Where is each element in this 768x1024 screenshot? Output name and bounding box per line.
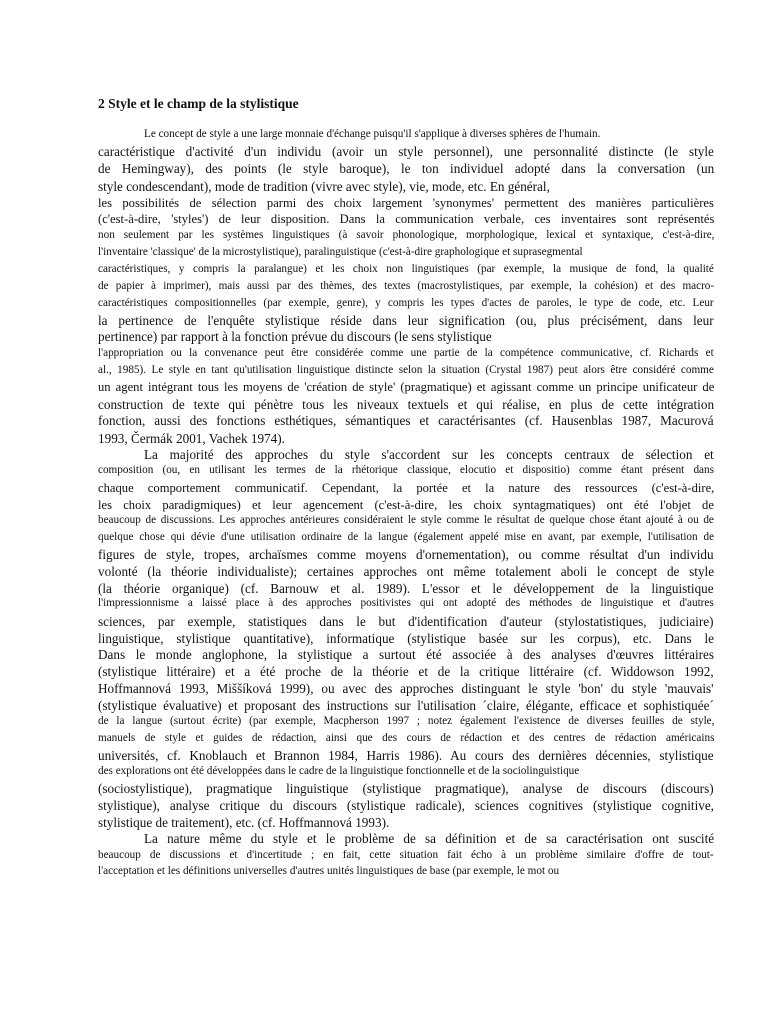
text-line: (stylistique littéraire) et a été proche de la théorie et de la critique littéraire (cf. Widdowson 1992, xyxy=(98,664,714,679)
text-line: style condescendant), mode de tradition (vivre avec style), vie, mode, etc. En général, xyxy=(98,179,550,194)
text-line: (c'est-à-dire, 'styles') de leur disposition. Dans la communication verbale, ces inventaires sont représentés xyxy=(98,212,715,226)
text-line: al., 1985). Le style en tant qu'utilisation linguistique distincte selon la situation (Crystal 1987) peut alors être considéré comme xyxy=(98,364,714,376)
text-line: universités, cf. Knoblauch et Brannon 1984, Harris 1986). Au cours des dernières décennies, stylistique xyxy=(98,748,714,763)
text-line: caractéristique d'activité d'un individu (avoir un style personnel), une personnalité distincte (le style xyxy=(98,144,714,159)
text-line: sciences, par exemple, statistiques dans le but d'identification d'auteur (stylostatistiques, judiciaire) xyxy=(98,614,714,629)
text-line: les possibilités de sélection parmi des choix largement 'synonymes' permettent des manières particulières xyxy=(98,196,714,210)
text-line: l'inventaire 'classique' de la microstylistique), paralinguistique (c'est-à-dire graphologique et suprasegmental xyxy=(98,246,583,258)
text-line: les choix paradigmiques) et leur agencement (c'est-à-dire, les choix syntagmatiques) ont été l'objet de xyxy=(98,498,714,512)
text-line: caractéristiques, y compris la paralangue) et les choix non linguistiques (par exemple, la musique de fond, la qualité xyxy=(98,263,714,275)
text-line: un agent intégrant tous les moyens de 'création de style' (pragmatique) et agissant comme un principe unificateur de xyxy=(98,380,715,394)
text-line: chaque comportement communicatif. Cependant, la portée et la nature des ressources (c'est-à-dire, xyxy=(98,481,715,495)
text-line: linguistique, stylistique quantitative), informatique (stylistique basée sur les corpus), etc. Dans le xyxy=(98,631,714,646)
text-line: construction de texte qui pénètre tous les niveaux textuels et qui réalise, en plus de cette intégration xyxy=(98,397,715,412)
text-line: l'acceptation et les définitions universelles d'autres unités linguistiques de base (par exemple, le mot ou xyxy=(98,865,560,877)
text-line: l'impressionnisme a laissé place à des approches positivistes qui ont adopté des méthodes de linguistique et d'autres xyxy=(98,597,714,609)
text-line: (la théorie organique) (cf. Barnouw et al. 1989). L'essor et le développement de la linguistique xyxy=(98,581,714,596)
text-line: des explorations ont été développées dans le cadre de la linguistique fonctionnelle et de la sociolinguistique xyxy=(98,765,580,777)
text-line: figures de style, tropes, archaïsmes comme moyens d'ornementation), ou comme résultat d'un individu xyxy=(98,547,714,562)
text-line: volonté (la théorie individualiste); certaines approches ont même totalement aboli le concept de style xyxy=(98,564,715,579)
text-line: de la langue (surtout écrite) (par exemple, Macpherson 1997 ; notez également l'existence de diverses feuilles de style, xyxy=(98,715,715,727)
text-line: La majorité des approches du style s'accordent sur les concepts centraux de sélection et xyxy=(144,447,714,462)
text-line: Hoffmannová 1993, Miššíková 1999), ou avec des approches distinguant le style 'bon' du style 'mauvais' xyxy=(98,681,714,696)
text-line: caractéristiques compositionnelles (par exemple, genre), y compris les types d'actes de paroles, le type de code, etc. Leur xyxy=(98,297,714,309)
text-line: de papier à imprimer), mais aussi par des thèmes, des textes (macrostylistiques, par exemple, la cohésion) et des macro- xyxy=(98,280,715,292)
text-line: 1993, Čermák 2001, Vachek 1974). xyxy=(98,431,285,446)
text-line: la pertinence de l'enquête stylistique réside dans leur signification (ou, plus précisément, dans leur xyxy=(98,313,714,328)
text-line: pertinence) par rapport à la fonction prévue du discours (le sens stylistique xyxy=(98,329,492,344)
section-heading: 2 Style et le champ de la stylistique xyxy=(98,96,299,111)
text-line: quelque chose qui dévie d'une utilisation ordinaire de la langue (également appelé mise en avant, par exemple, l'utilisation de xyxy=(98,531,715,543)
text-line: de Hemingway), des points (le style baroque), le ton individuel adopté dans la conversation (un xyxy=(98,161,715,176)
text-line: beaucoup de discussions et d'incertitude ; en fait, cette situation fait écho à un problème similaire d'offre de tout- xyxy=(98,849,714,861)
text-line: La nature même du style et le problème de sa définition et de sa caractérisation ont suscité xyxy=(144,831,715,846)
text-line: (sociostylistique), pragmatique linguistique (stylistique pragmatique), analyse de discours (discours) xyxy=(98,781,714,796)
text-line: composition (ou, en utilisant les termes de la rhétorique classique, elocutio et dispositio) comme étant présent dans xyxy=(98,464,714,476)
text-line: stylistique), analyse critique du discours (stylistique radicale), sciences cognitives (stylistique cognitive, xyxy=(98,798,714,813)
text-line: beaucoup de discussions. Les approches antérieures considéraient le style comme le résultat de quelque chose étant ajouté à ou de xyxy=(98,514,714,526)
text-line: Dans le monde anglophone, la stylistique a surtout été associée à des analyses d'œuvres littéraires xyxy=(98,647,715,662)
text-line: stylistique de traitement), etc. (cf. Hoffmannová 1993). xyxy=(98,815,390,830)
text-line: (stylistique évaluative) et proposant des instructions sur l'utilisation ´claire, élégante, efficace et sophistiquée´ xyxy=(98,698,714,713)
text-line: non seulement par les systèmes linguistiques (à savoir phonologique, morphologique, lexical et syntaxique, c'est-à-dire, xyxy=(98,229,715,241)
text-line: Le concept de style a une large monnaie d'échange puisqu'il s'applique à diverses sphères de l'humain. xyxy=(144,128,601,140)
text-line: manuels de style et guides de rédaction, ainsi que des cours de rédaction et des centres de rédaction américains xyxy=(98,732,715,744)
text-line: fonction, aussi des fonctions esthétiques, sémantiques et caractérisantes (cf. Hausenblas 1987, Macurová xyxy=(98,413,714,428)
text-line: l'appropriation ou la convenance peut être considérée comme une partie de la compétence communicative, cf. Richards et xyxy=(98,347,714,359)
